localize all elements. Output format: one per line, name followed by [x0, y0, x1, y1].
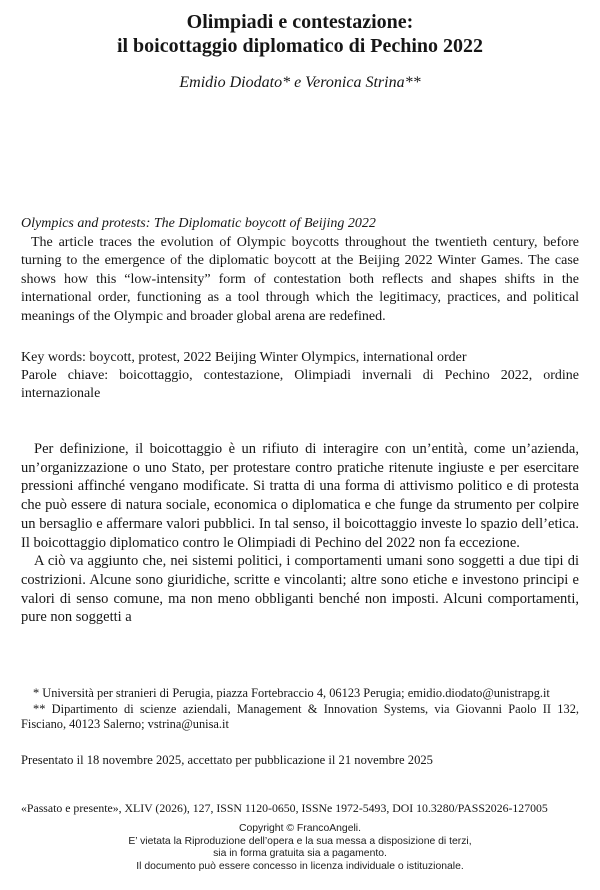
- keywords-section: [21, 349, 579, 403]
- submission-dates-line: Presentato il 18 novembre 2025, accettato per pubblicazione il 21 novembre 2025: [21, 753, 433, 767]
- paper-title-line-2: il boicottaggio diplomatico di Pechino 2022: [116, 35, 484, 57]
- keywords-english: Key words: boycott, protest, 2022 Beijing Winter Olympics, international order: [21, 350, 467, 365]
- copyright-footer: [21, 823, 579, 873]
- paper-title-line-1: Olimpiadi e contestazione:: [186, 11, 414, 33]
- article-body: [21, 440, 579, 659]
- keywords-italian: Parole chiave: boicottaggio, contestazione, Olimpiadi invernali di Pechino 2022, ordine internazionale: [21, 368, 579, 401]
- abstract-heading: Olympics and protests: The Diplomatic boycott of Beijing 2022: [21, 216, 376, 231]
- abstract-section: [21, 215, 579, 327]
- footnotes-section: [21, 686, 579, 733]
- copyright-line-4: Il documento può essere concesso in licenza individuale o istituzionale.: [136, 860, 464, 872]
- copyright-line-3: sia in forma gratuita sia a pagamento.: [213, 848, 387, 860]
- authors-line: Emidio Diodato* e Veronica Strina**: [179, 74, 421, 91]
- footnote-author-2: ** Dipartimento di scienze aziendali, Management & Innovation Systems, via Giovanni Paolo II 132, Fisciano, 40123 Salerno; vstrina@unisa.it: [21, 701, 579, 732]
- footnote-author-1: * Università per stranieri di Perugia, piazza Fortebraccio 4, 06123 Perugia; emidio.diodato@unistrapg.it: [33, 686, 550, 700]
- body-paragraph-1: Per definizione, il boicottaggio è un rifiuto di interagire con un’entità, come un’azienda, un’organizzazione o uno Stato, per protestare contro pratiche ritenute ingiuste e per esercitare pressioni affinché vengano modificate. Si tratta di una forma di attivismo politico e di protesta che può essere di natura sociale, economica o diplomatica e che funge da strumento per colpire un bersaglio e affermare valori pubblici. In tal senso, il boicottaggio investe lo spazio dell’etica. Il boicottaggio diplomatico contro le Olimpiadi di Pechino del 2022 non fa eccezione.: [21, 441, 579, 551]
- abstract-body: The article traces the evolution of Olympic boycotts throughout the twentieth century, before turning to the emergence of the diplomatic boycott at the Beijing 2022 Winter Games. The case shows how this “low-intensity” form of contestation both reflects and shapes shifts in the international order, functioning as a tool through which the legitimacy, practices, and political meanings of the Olympic and broader global arena are redefined.: [21, 234, 579, 324]
- journal-citation-line: «Passato e presente», XLIV (2026), 127, ISSN 1120-0650, ISSNe 1972-5493, DOI 10.3280/PASS2026-127005: [21, 801, 548, 815]
- paper-title: [21, 10, 579, 58]
- copyright-line-2: E’ vietata la Riproduzione dell’opera e la sua messa a disposizione di terzi,: [128, 835, 472, 847]
- copyright-line-1: Copyright © FrancoAngeli.: [238, 823, 361, 834]
- body-paragraph-2: A ciò va aggiunto che, nei sistemi politici, i comportamenti umani sono soggetti a due tipi di costrizioni. Alcune sono giuridiche, scritte e vincolanti; altre sono etiche e investono principi e valori di senso comune, ma non meno obbliganti benché non imposti. Alcuni comportamenti, pure non soggetti a: [21, 553, 579, 626]
